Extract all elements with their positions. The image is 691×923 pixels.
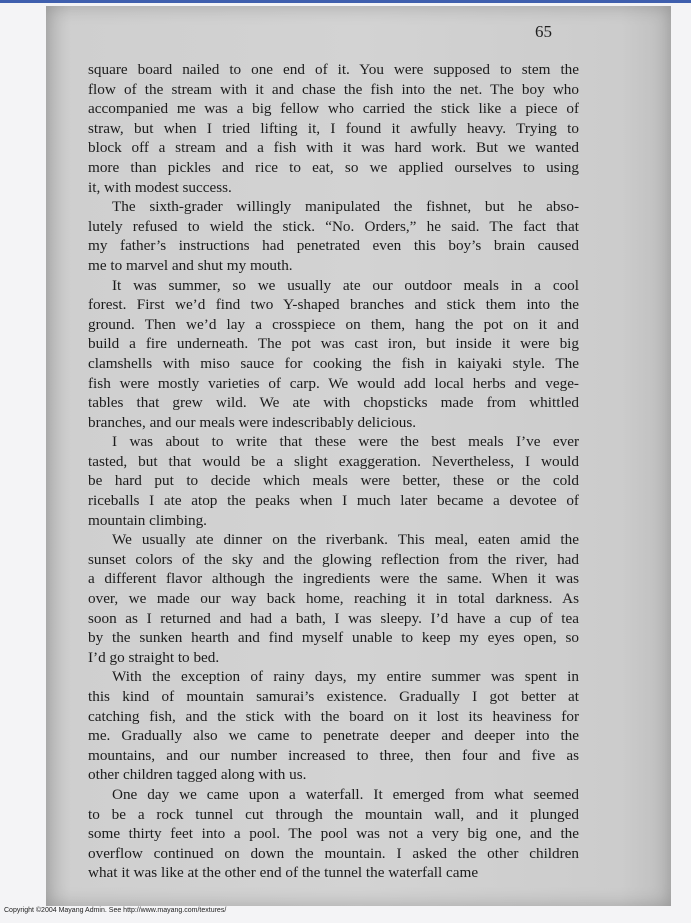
text-line: We usually ate dinner on the riverbank. This meal, eaten amid the: [112, 531, 579, 549]
text-line: other children tagged along with us.: [88, 766, 307, 784]
window-top-border: [0, 0, 691, 3]
text-line: what it was like at the other end of the tunnel the waterfall came: [88, 864, 479, 882]
text-line: square board nailed to one end of it. You were supposed to stem the: [88, 61, 579, 78]
text-line: mountains, and our number increased to three, then four and five as: [88, 746, 579, 764]
text-line: One day we came upon a waterfall. It emerged from what seemed: [112, 785, 579, 803]
text-line: a different flavor although the ingredients were the same. When it was: [88, 570, 579, 588]
text-line: by the sunken hearth and find myself unable to keep my eyes open, so: [88, 629, 579, 647]
text-line: more than pickles and rice to eat, so we applied ourselves to using: [88, 158, 579, 176]
text-line: build a fire underneath. The pot was cast iron, but inside it were big: [88, 335, 579, 353]
paragraph: [88, 276, 579, 433]
text-line: flow of the stream with it and chase the fish into the net. The boy who: [88, 80, 579, 98]
page-number: 65: [535, 22, 552, 41]
text-line: The sixth-grader willingly manipulated the fishnet, but he abso-: [112, 198, 579, 216]
text-line: my father’s instructions had penetrated even this boy’s brain caused: [88, 237, 579, 255]
text-line: it, with modest success.: [88, 178, 232, 196]
paragraph: [88, 432, 579, 530]
text-line: tables that grew wild. We ate with chopsticks made from whittled: [88, 394, 579, 412]
text-line: clamshells with miso sauce for cooking the fish in kaiyaki style. The: [88, 354, 579, 372]
text-line: mountain climbing.: [88, 511, 207, 529]
text-line: riceballs I ate atop the peaks when I much later became a devotee of: [88, 492, 579, 510]
text-line: block off a stream and a fish with it was hard work. But we wanted: [88, 139, 579, 157]
paragraph: [88, 197, 579, 275]
text-line: overflow continued on down the mountain. I asked the other children: [88, 844, 579, 862]
text-line: fish were mostly varieties of carp. We would add local herbs and vege-: [88, 374, 579, 392]
text-line: me. Gradually also we came to penetrate deeper and deeper into the: [88, 727, 579, 745]
text-line: over, we made our way back home, reaching it in total darkness. As: [88, 590, 579, 608]
paragraph: [88, 785, 579, 883]
text-line: I was about to write that these were the best meals I’ve ever: [112, 433, 579, 451]
paragraph: [88, 667, 579, 785]
text-line: With the exception of rainy days, my entire summer was spent in: [112, 668, 579, 686]
text-line: It was summer, so we usually ate our outdoor meals in a cool: [112, 276, 579, 294]
text-line: this kind of mountain samurai’s existence. Gradually I got better at: [88, 688, 579, 705]
text-line: straw, but when I tried lifting it, I found it awfully heavy. Trying to: [88, 119, 579, 137]
paragraph: [88, 530, 579, 667]
text-line: sunset colors of the sky and the glowing reflection from the river, had: [88, 550, 579, 568]
text-line: forest. First we’d find two Y-shaped branches and stick them into the: [88, 296, 579, 314]
text-line: ground. Then we’d lay a crosspiece on them, hang the pot on it and: [88, 315, 579, 333]
body-text: [88, 60, 579, 883]
text-line: be hard put to decide which meals were better, these or the cold: [88, 472, 579, 490]
text-line: to be a rock tunnel cut through the mountain wall, and it plunged: [88, 805, 579, 823]
text-line: lutely refused to wield the stick. “No. Orders,” he said. The fact that: [88, 217, 579, 235]
text-line: catching fish, and the stick with the board on it lost its heaviness for: [88, 707, 579, 725]
text-line: accompanied me was a big fellow who carried the stick like a piece of: [88, 100, 579, 118]
text-line: me to marvel and shut my mouth.: [88, 256, 293, 274]
text-line: some thirty feet into a pool. The pool was not a very big one, and the: [88, 825, 579, 843]
copyright-notice: Copyright ©2004 Mayang Admin. See http://www.mayang.com/textures/: [4, 907, 227, 914]
text-line: I’d go straight to bed.: [88, 648, 220, 666]
text-line: tasted, but that would be a slight exaggeration. Nevertheless, I would: [88, 452, 579, 470]
text-line: soon as I returned and had a bath, I was sleepy. I’d have a cup of tea: [88, 609, 579, 627]
paragraph: [88, 60, 579, 197]
text-line: branches, and our meals were indescribably delicious.: [88, 413, 417, 431]
